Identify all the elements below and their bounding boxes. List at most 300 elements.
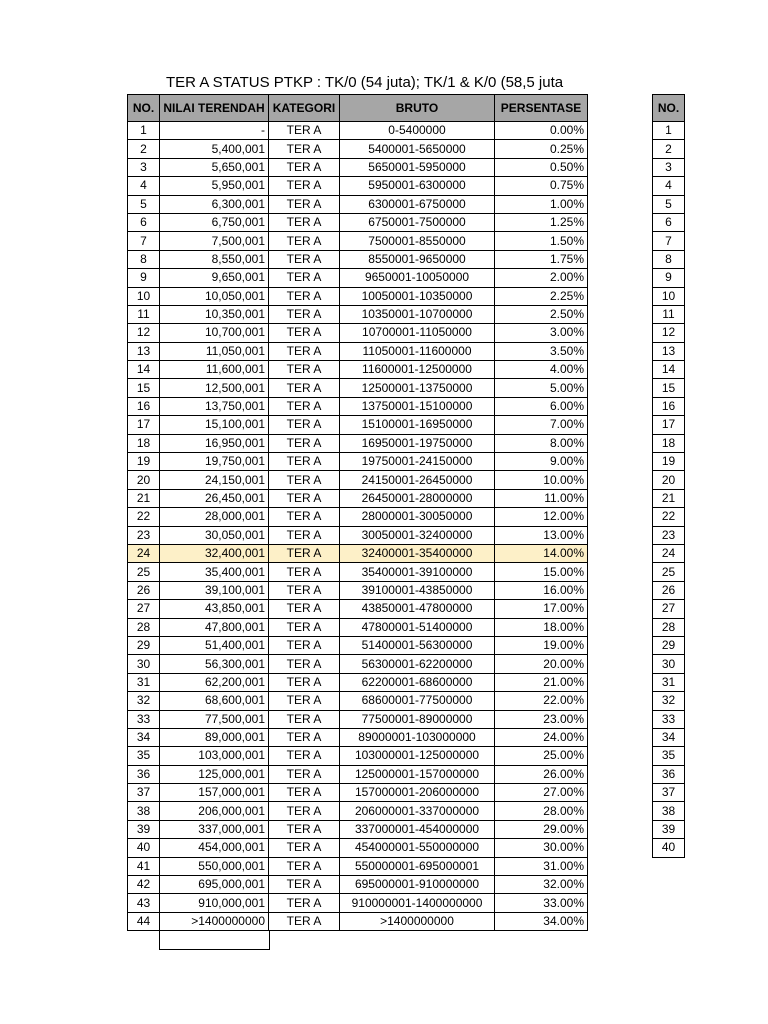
cell-nilai-terendah[interactable]: 68,600,001 (160, 692, 269, 710)
cell-nilai-terendah[interactable]: 550,000,001 (160, 857, 269, 875)
cell-no[interactable]: 40 (128, 839, 160, 857)
cell-no[interactable]: 11 (128, 305, 160, 323)
cell-nilai-terendah[interactable]: 51,400,001 (160, 636, 269, 654)
side-cell-no[interactable]: 22 (653, 508, 685, 526)
cell-persentase[interactable]: 34.00% (495, 912, 588, 930)
side-cell-no[interactable]: 2 (653, 140, 685, 158)
cell-kategori[interactable]: TER A (269, 600, 340, 618)
side-cell-no[interactable]: 34 (653, 728, 685, 746)
cell-persentase[interactable]: 1.50% (495, 232, 588, 250)
cell-bruto[interactable]: 15100001-16950000 (340, 416, 495, 434)
cell-nilai-terendah[interactable]: >1400000000 (160, 912, 269, 930)
side-cell-no[interactable]: 3 (653, 158, 685, 176)
cell-persentase[interactable]: 18.00% (495, 618, 588, 636)
cell-no[interactable]: 44 (128, 912, 160, 930)
cell-no[interactable]: 9 (128, 269, 160, 287)
table-row (128, 379, 588, 397)
cell-bruto[interactable]: 39100001-43850000 (340, 581, 495, 599)
side-cell-no[interactable]: 26 (653, 581, 685, 599)
cell-kategori[interactable]: TER A (269, 802, 340, 820)
table-row (128, 876, 588, 894)
cell-kategori[interactable]: TER A (269, 158, 340, 176)
cell-kategori[interactable]: TER A (269, 269, 340, 287)
side-row (653, 324, 685, 342)
cell-persentase[interactable]: 1.00% (495, 195, 588, 213)
table-header-row (128, 95, 588, 122)
side-cell-no[interactable]: 31 (653, 673, 685, 691)
table-row (128, 526, 588, 544)
cell-bruto[interactable]: 6750001-7500000 (340, 213, 495, 231)
cell-nilai-terendah[interactable]: - (160, 122, 269, 140)
side-row (653, 305, 685, 323)
side-row (653, 526, 685, 544)
cell-no[interactable]: 1 (128, 122, 160, 140)
cell-persentase[interactable]: 25.00% (495, 747, 588, 765)
cell-no[interactable]: 7 (128, 232, 160, 250)
cell-persentase[interactable]: 5.00% (495, 379, 588, 397)
side-row (653, 195, 685, 213)
cell-persentase[interactable]: 7.00% (495, 416, 588, 434)
cell-persentase[interactable]: 21.00% (495, 673, 588, 691)
cell-persentase[interactable]: 10.00% (495, 471, 588, 489)
cell-no[interactable]: 5 (128, 195, 160, 213)
cell-kategori[interactable]: TER A (269, 894, 340, 912)
cell-no[interactable]: 35 (128, 747, 160, 765)
cell-persentase[interactable]: 33.00% (495, 894, 588, 912)
cell-kategori[interactable]: TER A (269, 784, 340, 802)
side-cell-no[interactable]: 16 (653, 397, 685, 415)
cell-nilai-terendah[interactable]: 30,050,001 (160, 526, 269, 544)
side-cell-no[interactable]: 29 (653, 636, 685, 654)
cell-bruto[interactable]: 47800001-51400000 (340, 618, 495, 636)
cell-kategori[interactable]: TER A (269, 305, 340, 323)
table-row (128, 581, 588, 599)
side-cell-no[interactable]: 17 (653, 416, 685, 434)
cell-persentase[interactable]: 30.00% (495, 839, 588, 857)
cell-kategori[interactable]: TER A (269, 710, 340, 728)
cell-bruto[interactable]: 103000001-125000000 (340, 747, 495, 765)
cell-no[interactable]: 8 (128, 250, 160, 268)
cell-bruto[interactable]: 32400001-35400000 (340, 544, 495, 562)
side-row (653, 692, 685, 710)
cell-bruto[interactable]: 910000001-1400000000 (340, 894, 495, 912)
cell-nilai-terendah[interactable]: 11,600,001 (160, 361, 269, 379)
cell-no[interactable]: 3 (128, 158, 160, 176)
cell-nilai-terendah[interactable]: 9,650,001 (160, 269, 269, 287)
cell-persentase[interactable]: 19.00% (495, 636, 588, 654)
cell-nilai-terendah[interactable]: 62,200,001 (160, 673, 269, 691)
cell-bruto[interactable]: 56300001-62200000 (340, 655, 495, 673)
side-cell-no[interactable]: 36 (653, 765, 685, 783)
cell-nilai-terendah[interactable]: 24,150,001 (160, 471, 269, 489)
cell-no[interactable]: 25 (128, 563, 160, 581)
cell-bruto[interactable]: 51400001-56300000 (340, 636, 495, 654)
cell-no[interactable]: 36 (128, 765, 160, 783)
cell-bruto[interactable]: 5650001-5950000 (340, 158, 495, 176)
cell-nilai-terendah[interactable]: 5,950,001 (160, 177, 269, 195)
cell-persentase[interactable]: 0.75% (495, 177, 588, 195)
cell-no[interactable]: 32 (128, 692, 160, 710)
cell-kategori[interactable]: TER A (269, 765, 340, 783)
cell-bruto[interactable]: 206000001-337000000 (340, 802, 495, 820)
cell-persentase[interactable]: 2.50% (495, 305, 588, 323)
cell-bruto[interactable]: 77500001-89000000 (340, 710, 495, 728)
cell-kategori[interactable]: TER A (269, 361, 340, 379)
cell-bruto[interactable]: 26450001-28000000 (340, 489, 495, 507)
cell-bruto[interactable]: 10050001-10350000 (340, 287, 495, 305)
side-row (653, 728, 685, 746)
table-row (128, 747, 588, 765)
cell-nilai-terendah[interactable]: 910,000,001 (160, 894, 269, 912)
side-cell-no[interactable]: 14 (653, 361, 685, 379)
side-row (653, 453, 685, 471)
cell-persentase[interactable]: 0.00% (495, 122, 588, 140)
cell-nilai-terendah[interactable]: 12,500,001 (160, 379, 269, 397)
table-row (128, 544, 588, 562)
table-row (128, 250, 588, 268)
cell-bruto[interactable]: 157000001-206000000 (340, 784, 495, 802)
cell-no[interactable]: 17 (128, 416, 160, 434)
cell-kategori[interactable]: TER A (269, 857, 340, 875)
cell-persentase[interactable]: 9.00% (495, 453, 588, 471)
cell-kategori[interactable]: TER A (269, 747, 340, 765)
side-row (653, 158, 685, 176)
side-cell-no[interactable]: 5 (653, 195, 685, 213)
cell-persentase[interactable]: 0.25% (495, 140, 588, 158)
cell-kategori[interactable]: TER A (269, 195, 340, 213)
side-cell-no[interactable]: 13 (653, 342, 685, 360)
side-cell-no[interactable]: 7 (653, 232, 685, 250)
cell-persentase[interactable]: 31.00% (495, 857, 588, 875)
cell-persentase[interactable]: 11.00% (495, 489, 588, 507)
table-row (128, 508, 588, 526)
cell-bruto[interactable]: 43850001-47800000 (340, 600, 495, 618)
cell-persentase[interactable]: 26.00% (495, 765, 588, 783)
cell-persentase[interactable]: 20.00% (495, 655, 588, 673)
cell-nilai-terendah[interactable]: 157,000,001 (160, 784, 269, 802)
side-row (653, 655, 685, 673)
cell-persentase[interactable]: 15.00% (495, 563, 588, 581)
cell-persentase[interactable]: 29.00% (495, 820, 588, 838)
cell-persentase[interactable]: 14.00% (495, 544, 588, 562)
cell-kategori[interactable]: TER A (269, 526, 340, 544)
cell-bruto[interactable]: 35400001-39100000 (340, 563, 495, 581)
cell-persentase[interactable]: 27.00% (495, 784, 588, 802)
cell-no[interactable]: 28 (128, 618, 160, 636)
cell-nilai-terendah[interactable]: 6,750,001 (160, 213, 269, 231)
side-cell-no[interactable]: 33 (653, 710, 685, 728)
cell-bruto[interactable]: 13750001-15100000 (340, 397, 495, 415)
cell-bruto[interactable]: 89000001-103000000 (340, 728, 495, 746)
side-header-no[interactable]: NO. (653, 95, 685, 122)
cell-kategori[interactable]: TER A (269, 397, 340, 415)
side-cell-no[interactable]: 23 (653, 526, 685, 544)
cell-bruto[interactable]: 30050001-32400000 (340, 526, 495, 544)
cell-kategori[interactable]: TER A (269, 342, 340, 360)
cell-nilai-terendah[interactable]: 337,000,001 (160, 820, 269, 838)
cell-bruto[interactable]: 0-5400000 (340, 122, 495, 140)
header-kategori[interactable]: KATEGORI (269, 95, 340, 122)
cell-bruto[interactable]: 28000001-30050000 (340, 508, 495, 526)
side-cell-no[interactable]: 8 (653, 250, 685, 268)
side-cell-no[interactable]: 24 (653, 544, 685, 562)
cell-nilai-terendah[interactable]: 19,750,001 (160, 453, 269, 471)
cell-nilai-terendah[interactable]: 10,700,001 (160, 324, 269, 342)
side-row (653, 636, 685, 654)
side-cell-no[interactable]: 32 (653, 692, 685, 710)
cell-no[interactable]: 13 (128, 342, 160, 360)
cell-no[interactable]: 10 (128, 287, 160, 305)
side-cell-no[interactable]: 18 (653, 434, 685, 452)
cell-bruto[interactable]: 8550001-9650000 (340, 250, 495, 268)
cell-persentase[interactable]: 28.00% (495, 802, 588, 820)
cell-kategori[interactable]: TER A (269, 471, 340, 489)
header-persentase[interactable]: PERSENTASE (495, 95, 588, 122)
side-cell-no[interactable]: 19 (653, 453, 685, 471)
cell-nilai-terendah[interactable]: 7,500,001 (160, 232, 269, 250)
cell-no[interactable]: 41 (128, 857, 160, 875)
cell-no[interactable]: 30 (128, 655, 160, 673)
cell-kategori[interactable]: TER A (269, 250, 340, 268)
cell-nilai-terendah[interactable]: 13,750,001 (160, 397, 269, 415)
cell-nilai-terendah[interactable]: 77,500,001 (160, 710, 269, 728)
cell-persentase[interactable]: 16.00% (495, 581, 588, 599)
cell-kategori[interactable]: TER A (269, 912, 340, 930)
cell-no[interactable]: 12 (128, 324, 160, 342)
side-cell-no[interactable]: 39 (653, 820, 685, 838)
cell-kategori[interactable]: TER A (269, 213, 340, 231)
cell-bruto[interactable]: 68600001-77500000 (340, 692, 495, 710)
side-cell-no[interactable]: 15 (653, 379, 685, 397)
table-row (128, 489, 588, 507)
cell-no[interactable]: 22 (128, 508, 160, 526)
cell-kategori[interactable]: TER A (269, 563, 340, 581)
cell-bruto[interactable]: 10700001-11050000 (340, 324, 495, 342)
cell-persentase[interactable]: 32.00% (495, 876, 588, 894)
side-cell-no[interactable]: 9 (653, 269, 685, 287)
cell-bruto[interactable]: 16950001-19750000 (340, 434, 495, 452)
header-no[interactable]: NO. (128, 95, 160, 122)
cell-kategori[interactable]: TER A (269, 839, 340, 857)
side-row (653, 710, 685, 728)
cell-bruto[interactable]: 5950001-6300000 (340, 177, 495, 195)
side-cell-no[interactable]: 25 (653, 563, 685, 581)
cell-nilai-terendah[interactable]: 454,000,001 (160, 839, 269, 857)
cell-nilai-terendah[interactable]: 10,050,001 (160, 287, 269, 305)
cell-kategori[interactable]: TER A (269, 618, 340, 636)
cell-nilai-terendah[interactable]: 26,450,001 (160, 489, 269, 507)
side-row (653, 213, 685, 231)
cell-no[interactable]: 26 (128, 581, 160, 599)
cell-bruto[interactable]: 19750001-24150000 (340, 453, 495, 471)
side-cell-no[interactable]: 4 (653, 177, 685, 195)
cell-no[interactable]: 42 (128, 876, 160, 894)
cell-bruto[interactable]: 6300001-6750000 (340, 195, 495, 213)
cell-persentase[interactable]: 17.00% (495, 600, 588, 618)
cell-no[interactable]: 18 (128, 434, 160, 452)
cell-nilai-terendah[interactable]: 8,550,001 (160, 250, 269, 268)
table-row (128, 765, 588, 783)
cell-kategori[interactable]: TER A (269, 673, 340, 691)
cell-bruto[interactable]: 337000001-454000000 (340, 820, 495, 838)
cell-bruto[interactable]: 550000001-695000001 (340, 857, 495, 875)
cell-kategori[interactable]: TER A (269, 544, 340, 562)
cell-no[interactable]: 31 (128, 673, 160, 691)
side-cell-no[interactable]: 6 (653, 213, 685, 231)
side-cell-no[interactable]: 37 (653, 784, 685, 802)
table-row (128, 434, 588, 452)
cell-nilai-terendah[interactable]: 695,000,001 (160, 876, 269, 894)
cell-bruto[interactable]: 12500001-13750000 (340, 379, 495, 397)
cell-no[interactable]: 34 (128, 728, 160, 746)
cell-bruto[interactable]: 11600001-12500000 (340, 361, 495, 379)
cell-nilai-terendah[interactable]: 5,400,001 (160, 140, 269, 158)
side-cell-no[interactable]: 35 (653, 747, 685, 765)
cell-bruto[interactable]: 7500001-8550000 (340, 232, 495, 250)
header-nilai-terendah[interactable]: NILAI TERENDAH (160, 95, 269, 122)
cell-nilai-terendah[interactable]: 56,300,001 (160, 655, 269, 673)
side-cell-no[interactable]: 40 (653, 839, 685, 857)
cell-no[interactable]: 43 (128, 894, 160, 912)
cell-no[interactable]: 23 (128, 526, 160, 544)
cell-no[interactable]: 21 (128, 489, 160, 507)
side-row (653, 269, 685, 287)
cell-no[interactable]: 24 (128, 544, 160, 562)
side-cell-no[interactable]: 38 (653, 802, 685, 820)
cell-no[interactable]: 27 (128, 600, 160, 618)
cell-kategori[interactable]: TER A (269, 232, 340, 250)
cell-nilai-terendah[interactable]: 5,650,001 (160, 158, 269, 176)
cell-kategori[interactable]: TER A (269, 489, 340, 507)
side-row (653, 397, 685, 415)
cell-kategori[interactable]: TER A (269, 287, 340, 305)
table-row (128, 177, 588, 195)
cell-persentase[interactable]: 13.00% (495, 526, 588, 544)
cell-kategori[interactable]: TER A (269, 453, 340, 471)
cell-persentase[interactable]: 2.00% (495, 269, 588, 287)
cell-nilai-terendah[interactable]: 35,400,001 (160, 563, 269, 581)
cell-bruto[interactable]: 9650001-10050000 (340, 269, 495, 287)
cell-kategori[interactable]: TER A (269, 416, 340, 434)
cell-kategori[interactable]: TER A (269, 379, 340, 397)
cell-no[interactable]: 20 (128, 471, 160, 489)
side-row (653, 140, 685, 158)
cell-nilai-terendah[interactable]: 10,350,001 (160, 305, 269, 323)
cell-persentase[interactable]: 8.00% (495, 434, 588, 452)
cell-bruto[interactable]: 24150001-26450000 (340, 471, 495, 489)
side-cell-no[interactable]: 11 (653, 305, 685, 323)
empty-cell[interactable] (159, 930, 270, 950)
side-cell-no[interactable]: 20 (653, 471, 685, 489)
cell-persentase[interactable]: 3.50% (495, 342, 588, 360)
cell-bruto[interactable]: 10350001-10700000 (340, 305, 495, 323)
side-row (653, 416, 685, 434)
cell-nilai-terendah[interactable]: 32,400,001 (160, 544, 269, 562)
cell-persentase[interactable]: 12.00% (495, 508, 588, 526)
cell-nilai-terendah[interactable]: 28,000,001 (160, 508, 269, 526)
cell-kategori[interactable]: TER A (269, 508, 340, 526)
cell-persentase[interactable]: 24.00% (495, 728, 588, 746)
cell-nilai-terendah[interactable]: 47,800,001 (160, 618, 269, 636)
side-cell-no[interactable]: 10 (653, 287, 685, 305)
cell-persentase[interactable]: 0.50% (495, 158, 588, 176)
cell-kategori[interactable]: TER A (269, 728, 340, 746)
cell-kategori[interactable]: TER A (269, 140, 340, 158)
cell-no[interactable]: 15 (128, 379, 160, 397)
cell-kategori[interactable]: TER A (269, 820, 340, 838)
cell-no[interactable]: 6 (128, 213, 160, 231)
cell-kategori[interactable]: TER A (269, 324, 340, 342)
cell-no[interactable]: 16 (128, 397, 160, 415)
cell-no[interactable]: 39 (128, 820, 160, 838)
side-cell-no[interactable]: 27 (653, 600, 685, 618)
cell-kategori[interactable]: TER A (269, 655, 340, 673)
cell-bruto[interactable]: 125000001-157000000 (340, 765, 495, 783)
cell-kategori[interactable]: TER A (269, 434, 340, 452)
cell-persentase[interactable]: 1.75% (495, 250, 588, 268)
cell-nilai-terendah[interactable]: 43,850,001 (160, 600, 269, 618)
side-row (653, 839, 685, 857)
side-cell-no[interactable]: 30 (653, 655, 685, 673)
cell-kategori[interactable]: TER A (269, 692, 340, 710)
side-cell-no[interactable]: 12 (653, 324, 685, 342)
cell-bruto[interactable]: 5400001-5650000 (340, 140, 495, 158)
cell-bruto[interactable]: 62200001-68600000 (340, 673, 495, 691)
cell-nilai-terendah[interactable]: 206,000,001 (160, 802, 269, 820)
cell-nilai-terendah[interactable]: 15,100,001 (160, 416, 269, 434)
cell-no[interactable]: 38 (128, 802, 160, 820)
cell-persentase[interactable]: 1.25% (495, 213, 588, 231)
cell-persentase[interactable]: 6.00% (495, 397, 588, 415)
cell-nilai-terendah[interactable]: 11,050,001 (160, 342, 269, 360)
cell-nilai-terendah[interactable]: 39,100,001 (160, 581, 269, 599)
cell-no[interactable]: 19 (128, 453, 160, 471)
header-bruto[interactable]: BRUTO (340, 95, 495, 122)
cell-no[interactable]: 14 (128, 361, 160, 379)
cell-no[interactable]: 29 (128, 636, 160, 654)
side-cell-no[interactable]: 28 (653, 618, 685, 636)
cell-kategori[interactable]: TER A (269, 636, 340, 654)
cell-nilai-terendah[interactable]: 89,000,001 (160, 728, 269, 746)
cell-no[interactable]: 37 (128, 784, 160, 802)
cell-persentase[interactable]: 22.00% (495, 692, 588, 710)
table-row (128, 195, 588, 213)
cell-persentase[interactable]: 3.00% (495, 324, 588, 342)
side-cell-no[interactable]: 21 (653, 489, 685, 507)
cell-nilai-terendah[interactable]: 125,000,001 (160, 765, 269, 783)
cell-kategori[interactable]: TER A (269, 581, 340, 599)
cell-bruto[interactable]: 454000001-550000000 (340, 839, 495, 857)
cell-persentase[interactable]: 2.25% (495, 287, 588, 305)
cell-kategori[interactable]: TER A (269, 177, 340, 195)
cell-bruto[interactable]: >1400000000 (340, 912, 495, 930)
side-cell-no[interactable]: 1 (653, 122, 685, 140)
cell-nilai-terendah[interactable]: 6,300,001 (160, 195, 269, 213)
cell-nilai-terendah[interactable]: 103,000,001 (160, 747, 269, 765)
cell-no[interactable]: 33 (128, 710, 160, 728)
cell-persentase[interactable]: 4.00% (495, 361, 588, 379)
table-row (128, 140, 588, 158)
cell-persentase[interactable]: 23.00% (495, 710, 588, 728)
cell-no[interactable]: 4 (128, 177, 160, 195)
cell-nilai-terendah[interactable]: 16,950,001 (160, 434, 269, 452)
cell-no[interactable]: 2 (128, 140, 160, 158)
table-row (128, 692, 588, 710)
cell-kategori[interactable]: TER A (269, 876, 340, 894)
cell-bruto[interactable]: 695000001-910000000 (340, 876, 495, 894)
cell-kategori[interactable]: TER A (269, 122, 340, 140)
cell-bruto[interactable]: 11050001-11600000 (340, 342, 495, 360)
